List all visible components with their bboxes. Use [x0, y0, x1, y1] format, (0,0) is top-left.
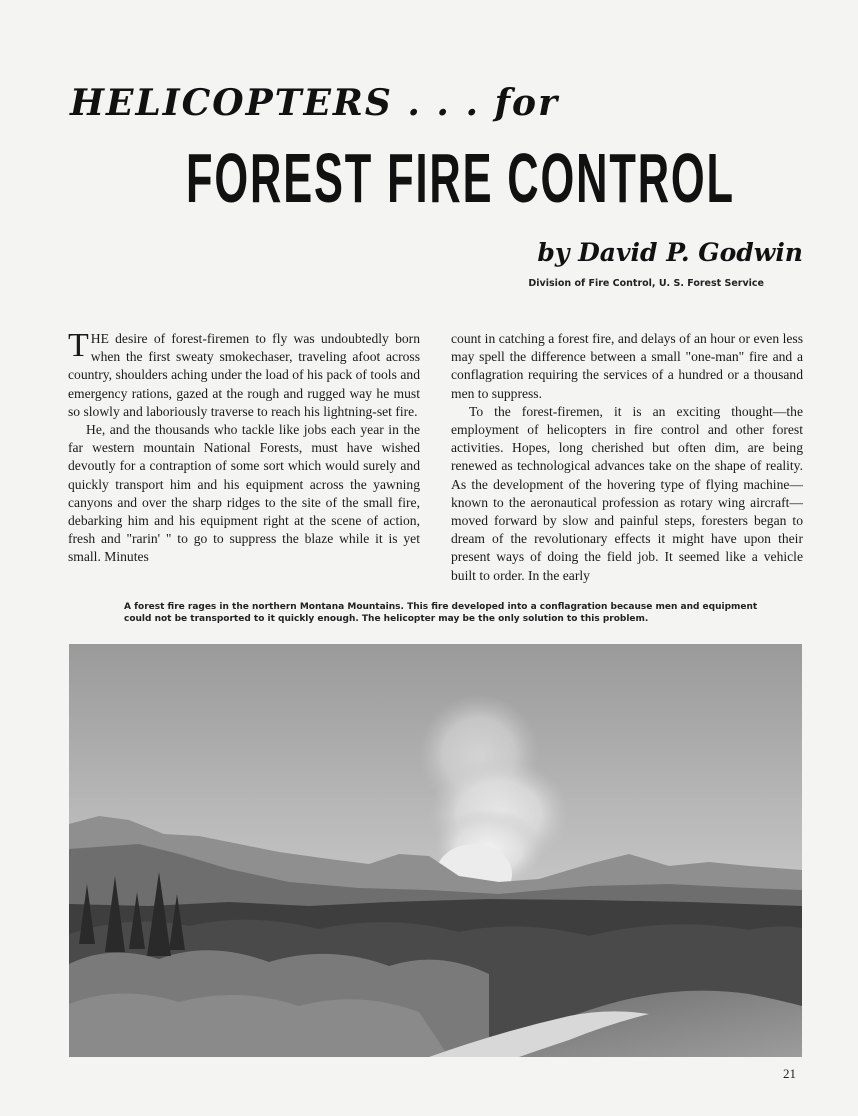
page-number: 21 [783, 1066, 796, 1081]
headline: FOREST FIRE CONTROL [186, 139, 735, 217]
byline: by David P. Godwin [537, 238, 803, 267]
article-paragraph [68, 327, 420, 421]
article-paragraph: count in catching a forest fire, and delays of an hour or even less may spell the difference between a small "one-man" fire and a conflagration requiring the services of a hundred or a thousand men to suppress. [451, 331, 803, 401]
forest-fire-photo [69, 644, 802, 1057]
photo-illustration [69, 644, 802, 1057]
kicker-title: HELICOPTERS . . . for [70, 82, 560, 124]
article-column-right [451, 330, 803, 585]
drop-cap: T [68, 327, 89, 364]
article-paragraph: To the forest-firemen, it is an exciting thought—the employment of helicopters in fire control and other forest activities. Hopes, long cherished but often dim, are being renewed as technological advances take on the shape of reality. As the development of the hovering type of flying machine—known to the aeronautical profession as rotary wing aircraft—moved forward by slow and painful steps, foresters began to dream of the revolutionary effects it might have upon their present ways of doing the field job. It seemed like a vehicle built to order. In the early [451, 403, 803, 583]
photo-caption: A forest fire rages in the northern Montana Mountains. This fire developed into a conflagration because men and equipment could not be transported to it quickly enough. The helicopter may be the only solution to this problem. [124, 602, 758, 624]
paragraph-text: HE desire of forest-firemen to fly was undoubtedly born when the first sweaty smokechaser, traveling afoot across country, shoulders aching under the load of his pack of tools and emergency rations, gazed at the rough and rugged way he must so slowly and laboriously traverse to reach his lightning-set fire. [68, 331, 420, 419]
article-paragraph: He, and the thousands who tackle like jobs each year in the far western mountain National Forests, must have wished devoutly for a contraption of some sort which would surely and quickly transport him and his equipment across the yawning canyons and over the sharp ridges to the site of the small fire, debarking him and his equipment right at the scene of action, fresh and "rarin' " to go to suppress the blaze while it is yet small. Minutes [68, 422, 420, 565]
article-column-left [68, 327, 420, 567]
author-affiliation: Division of Fire Control, U. S. Forest Service [528, 278, 764, 289]
